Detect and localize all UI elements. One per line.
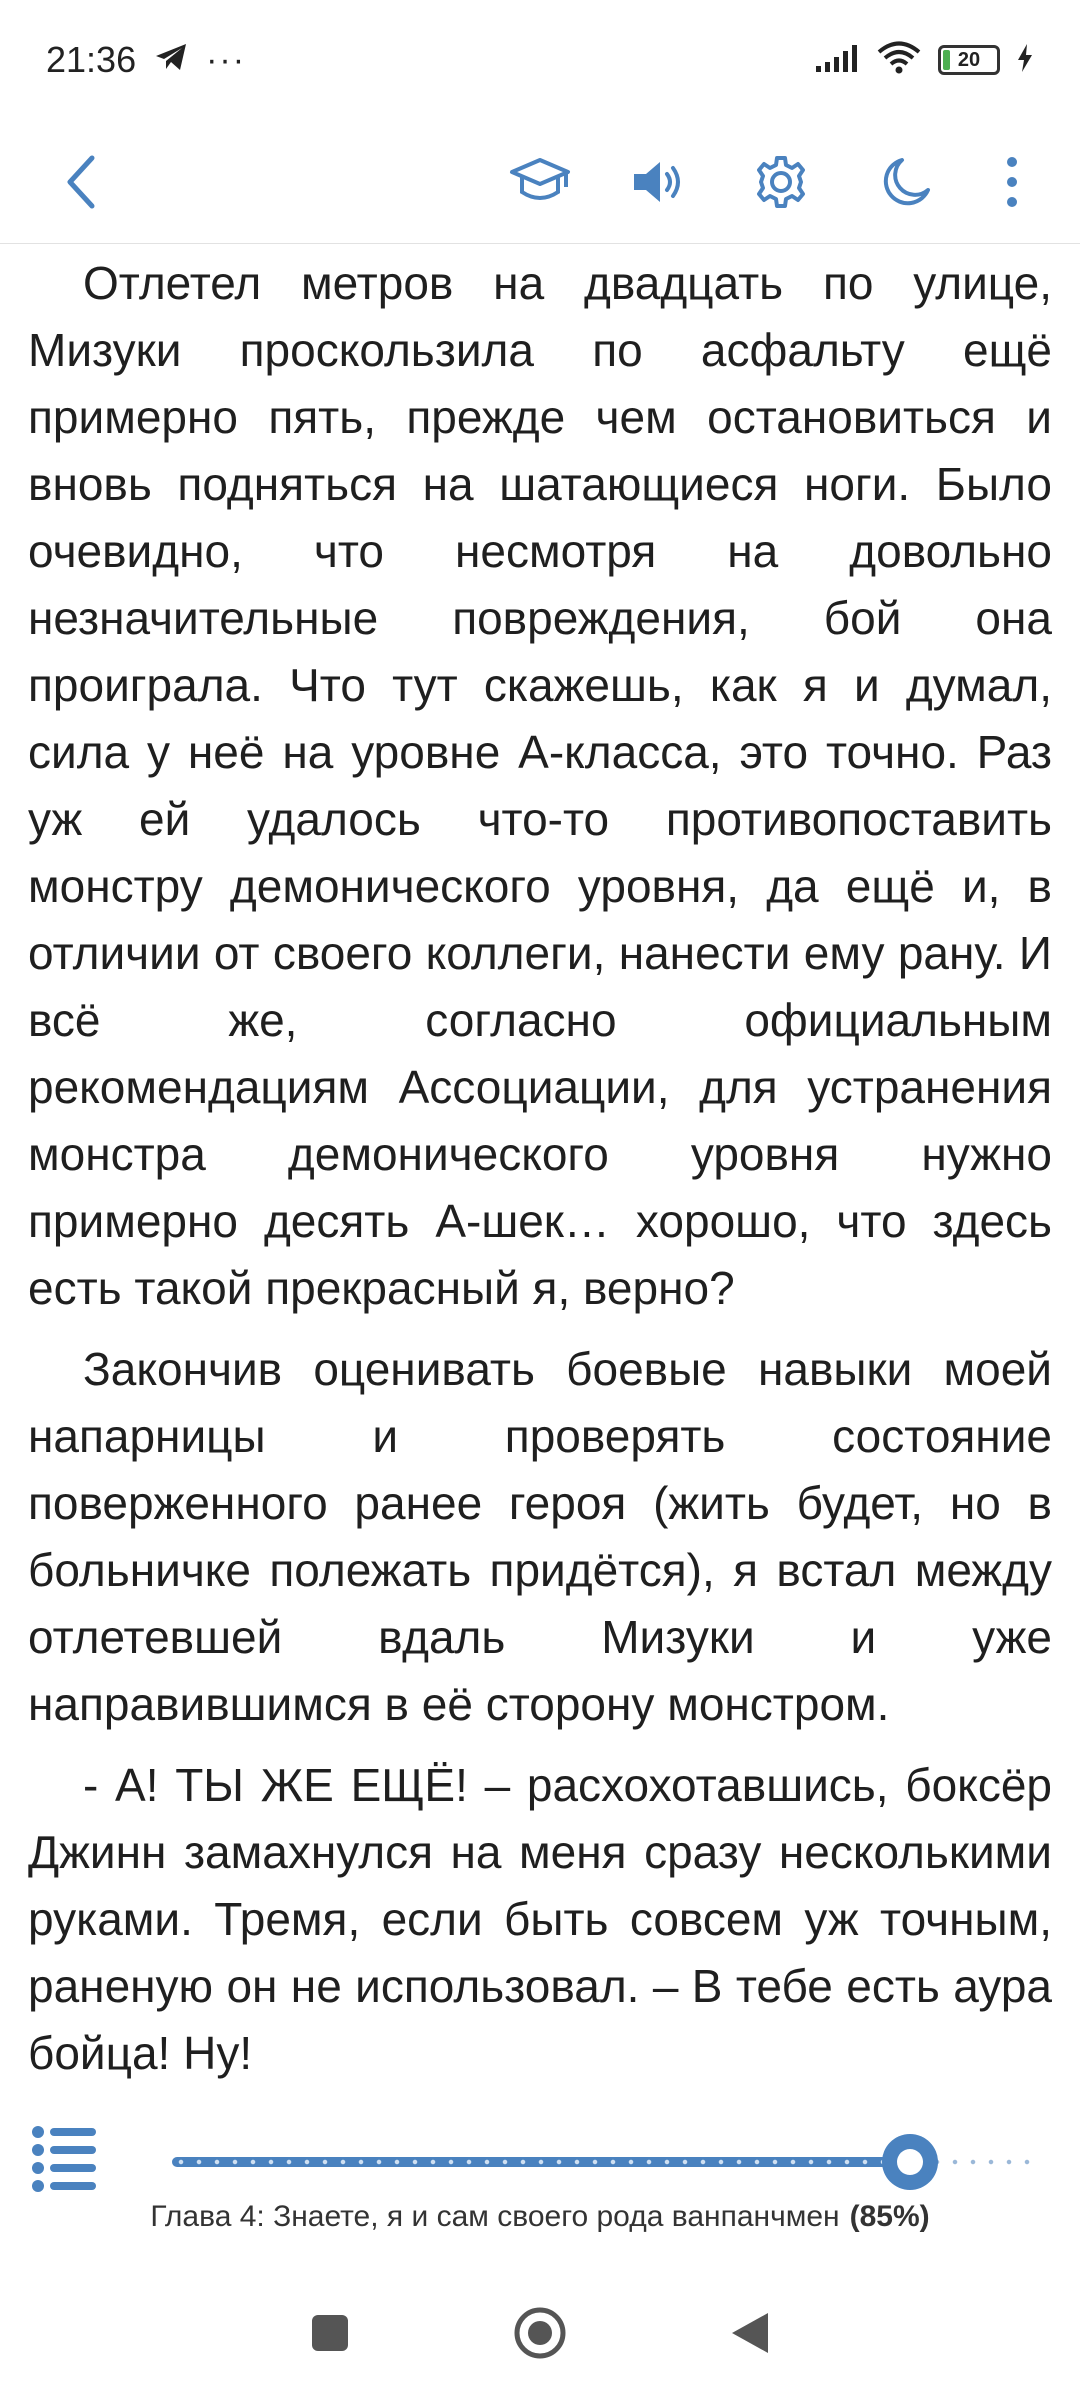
charging-icon xyxy=(1016,43,1034,78)
chapter-info xyxy=(0,2200,1080,2234)
progress-slider[interactable] xyxy=(172,2156,1040,2168)
graduation-cap-icon xyxy=(508,154,572,210)
paragraph: - А! ТЫ ЖЕ ЕЩЁ! – расхохотавшись, боксёр Джинн замахнулся на меня сразу несколькими руками. Тремя, если быть совсем уж точным, раненую он не использовал. – В тебе есть аура бойца! Ну! xyxy=(28,1759,1052,2079)
home-circle-icon xyxy=(512,2305,568,2361)
battery-icon xyxy=(938,45,1000,75)
night-mode-button[interactable] xyxy=(868,144,944,220)
recents-button[interactable] xyxy=(308,2311,352,2360)
status-more: ··· xyxy=(206,40,247,79)
status-left xyxy=(46,39,246,81)
home-button[interactable] xyxy=(512,2305,568,2366)
tts-button[interactable] xyxy=(622,144,698,220)
battery-fill xyxy=(943,50,950,70)
recents-square-icon xyxy=(308,2311,352,2355)
chapter-title: Глава 4: Знаете, я и сам своего рода ванпанчмен xyxy=(150,2200,840,2233)
speaker-icon xyxy=(630,154,690,210)
reader-toolbar xyxy=(0,120,1080,244)
progress-thumb[interactable] xyxy=(882,2134,938,2190)
more-vertical-icon xyxy=(1004,154,1020,210)
reading-progress-bar xyxy=(0,2110,1080,2233)
back-button[interactable] xyxy=(44,144,120,220)
more-menu-button[interactable] xyxy=(974,144,1050,220)
back-triangle-icon xyxy=(728,2309,772,2357)
signal-icon xyxy=(814,42,860,79)
table-of-contents-button[interactable] xyxy=(30,2120,102,2192)
status-right xyxy=(814,41,1034,80)
battery-level: 20 xyxy=(957,48,981,71)
paragraph: Закончив оценивать боевые навыки моей напарницы и проверять состояние поверженного ранее героя (жить будет, но в больничке полежать придётся), я встал между отлетевшей вдаль Мизуки и уже направившимся в её сторону монстром. xyxy=(28,1343,1052,1730)
gear-icon xyxy=(751,152,811,212)
status-bar xyxy=(0,0,1080,120)
system-nav-bar xyxy=(0,2270,1080,2400)
learn-button[interactable] xyxy=(502,144,578,220)
progress-percent: (85%) xyxy=(849,2200,930,2233)
progress-fill xyxy=(172,2157,910,2167)
wifi-icon xyxy=(876,41,922,80)
paragraph: Отлетел метров на двадцать по улице, Мизуки проскользила по асфальту ещё примерно пять, прежде чем остановиться и вновь подняться на шатающиеся ноги. Было очевидно, что несмотря на довольно незначительные повреждения, бой она проиграла. Что тут скажешь, как я и думал, сила у неё на уровне А-класса, это точно. Раз уж ей удалось что-то противопоставить монстру демонического уровня, да ещё и, в отличии от своего коллеги, нанести ему рану. И всё же, согласно официальным рекомендациям Ассоциации, для устранения монстра демонического уровня нужно примерно десять А-шек… хорошо, что здесь есть такой прекрасный я, верно? xyxy=(28,257,1052,1314)
settings-button[interactable] xyxy=(743,144,819,220)
back-icon xyxy=(62,154,102,210)
moon-icon xyxy=(878,154,934,210)
status-time: 21:36 xyxy=(46,39,137,80)
system-back-button[interactable] xyxy=(728,2309,772,2362)
telegram-icon xyxy=(154,39,188,81)
reader-content xyxy=(28,250,1052,2090)
list-icon xyxy=(30,2120,102,2192)
